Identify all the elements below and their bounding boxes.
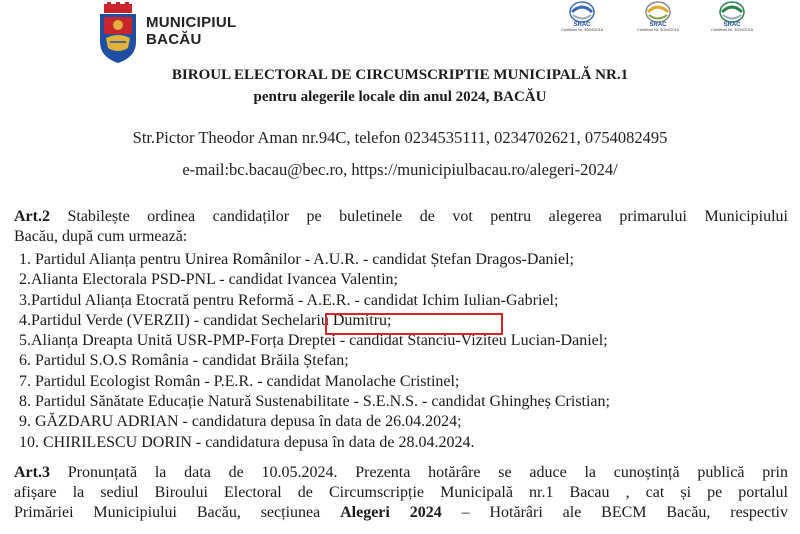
- article-3-line-3: [14, 503, 788, 523]
- cert-2-name: SRAC: [649, 22, 667, 28]
- article-3-text-1: Pronunțată la data de 10.05.2024. Prezenta hotărâre se aduce la cunoștință publică prin: [49, 464, 788, 481]
- document-subtitle: pentru alegerile locale din anul 2024, BACĂU: [253, 89, 547, 105]
- srac-certification-icon: [710, 0, 754, 28]
- municipality-logo-text: [146, 14, 237, 48]
- candidate-item: 2.Alianta Electorala PSD-PNL - candidat Ivancea Valentin;: [19, 271, 398, 289]
- red-highlight-box: [325, 313, 503, 335]
- srac-cert-badge: [710, 0, 754, 40]
- document-title: BIROUL ELECTORAL DE CIRCUMSCRIPTIE MUNICIPALĂ NR.1: [171, 67, 629, 83]
- candidate-item: 3.Partidul Alianța Etocrată pentru Reformă - A.E.R. - candidat Ichim Iulian-Gabriel;: [19, 291, 559, 309]
- candidate-item: 5.Alianța Dreapta Unită USR-PMP-Forța Dreptei - candidat Stanciu-Viziteu Lucian-Daniel;: [19, 332, 608, 350]
- bacau-coat-of-arms-icon: [98, 2, 138, 64]
- cert-1-name: SRAC: [573, 22, 591, 28]
- srac-certification-icon: [560, 0, 604, 28]
- cert-2-caption: Certificat Nr. 3034/2016: [636, 27, 680, 32]
- brand-line-1: MUNICIPIUL: [146, 14, 237, 31]
- candidate-item: 6. Partidul S.O.S România - candidat Brăila Ștefan;: [19, 352, 349, 370]
- article-2: [14, 207, 788, 247]
- candidate-item-prefix: 4.Partidul Verde (VERZII) - candidat: [19, 311, 262, 329]
- candidate-item: 7. Partidul Ecologist Român - P.E.R. - candidat Manolache Cristinel;: [19, 372, 460, 390]
- srac-cert-badge: [560, 0, 604, 40]
- srac-certification-icon: [636, 0, 680, 28]
- contact-email-website: e-mail:bc.bacau@bec.ro, https://municipiulbacau.ro/alegeri-2024/: [182, 160, 618, 179]
- srac-cert-badge: [636, 0, 680, 40]
- candidate-item: 8. Partidul Sănătate Educație Natură Sustenabilitate - S.E.N.S. - candidat Ghingheș Cristian;: [19, 393, 610, 411]
- article-3-section-name: Alegeri 2024: [340, 504, 442, 521]
- certification-badges: [560, 0, 760, 44]
- candidate-item: 9. GĂZDARU ADRIAN - candidatura depusa în data de 26.04.2024;: [19, 413, 462, 431]
- highlighted-candidate-name: Sechelariu Dumitru;: [261, 311, 392, 329]
- article-3-line-2: afișare la sediul Biroului Electoral de Circumscripție Municipală nr.1 Bacau , cat și pe portalul: [14, 484, 788, 501]
- article-2-text-1: Stabilește ordinea candidaților pe buletinele de vot pentru alegerea primarului Municipiului: [49, 208, 788, 225]
- article-3-text-3b: – Hotărâri ale BECM Bacău, respectiv: [441, 504, 788, 521]
- article-2-line-2: Bacău, după cum urmează:: [14, 228, 188, 245]
- article-3-label: Art.3: [14, 464, 50, 481]
- article-3-line-1: [14, 463, 788, 483]
- candidate-item: 1. Partidul Alianța pentru Unirea Românilor - A.U.R. - candidat Ștefan Dragos-Daniel;: [19, 251, 574, 268]
- contact-address: Str.Pictor Theodor Aman nr.94C, telefon 0234535111, 0234702621, 0754082495: [132, 128, 668, 147]
- article-2-line-1: [14, 207, 788, 227]
- cert-1-caption: Certificat Nr. 3034/2016: [560, 27, 604, 32]
- cert-3-name: SRAC: [723, 22, 741, 28]
- cert-3-caption: Certificat Nr. 3034/2016: [710, 27, 754, 32]
- article-3-text-3a: Primăriei Municipiului Bacău, secțiunea: [14, 504, 341, 521]
- candidate-item: 10. CHIRILESCU DORIN - candidatura depusa în data de 28.04.2024.: [19, 433, 475, 451]
- letterhead: [0, 0, 800, 70]
- article-2-label: Art.2: [14, 208, 50, 225]
- article-3: [14, 463, 788, 523]
- candidate-list: [19, 250, 789, 453]
- brand-line-2: BACĂU: [146, 31, 202, 48]
